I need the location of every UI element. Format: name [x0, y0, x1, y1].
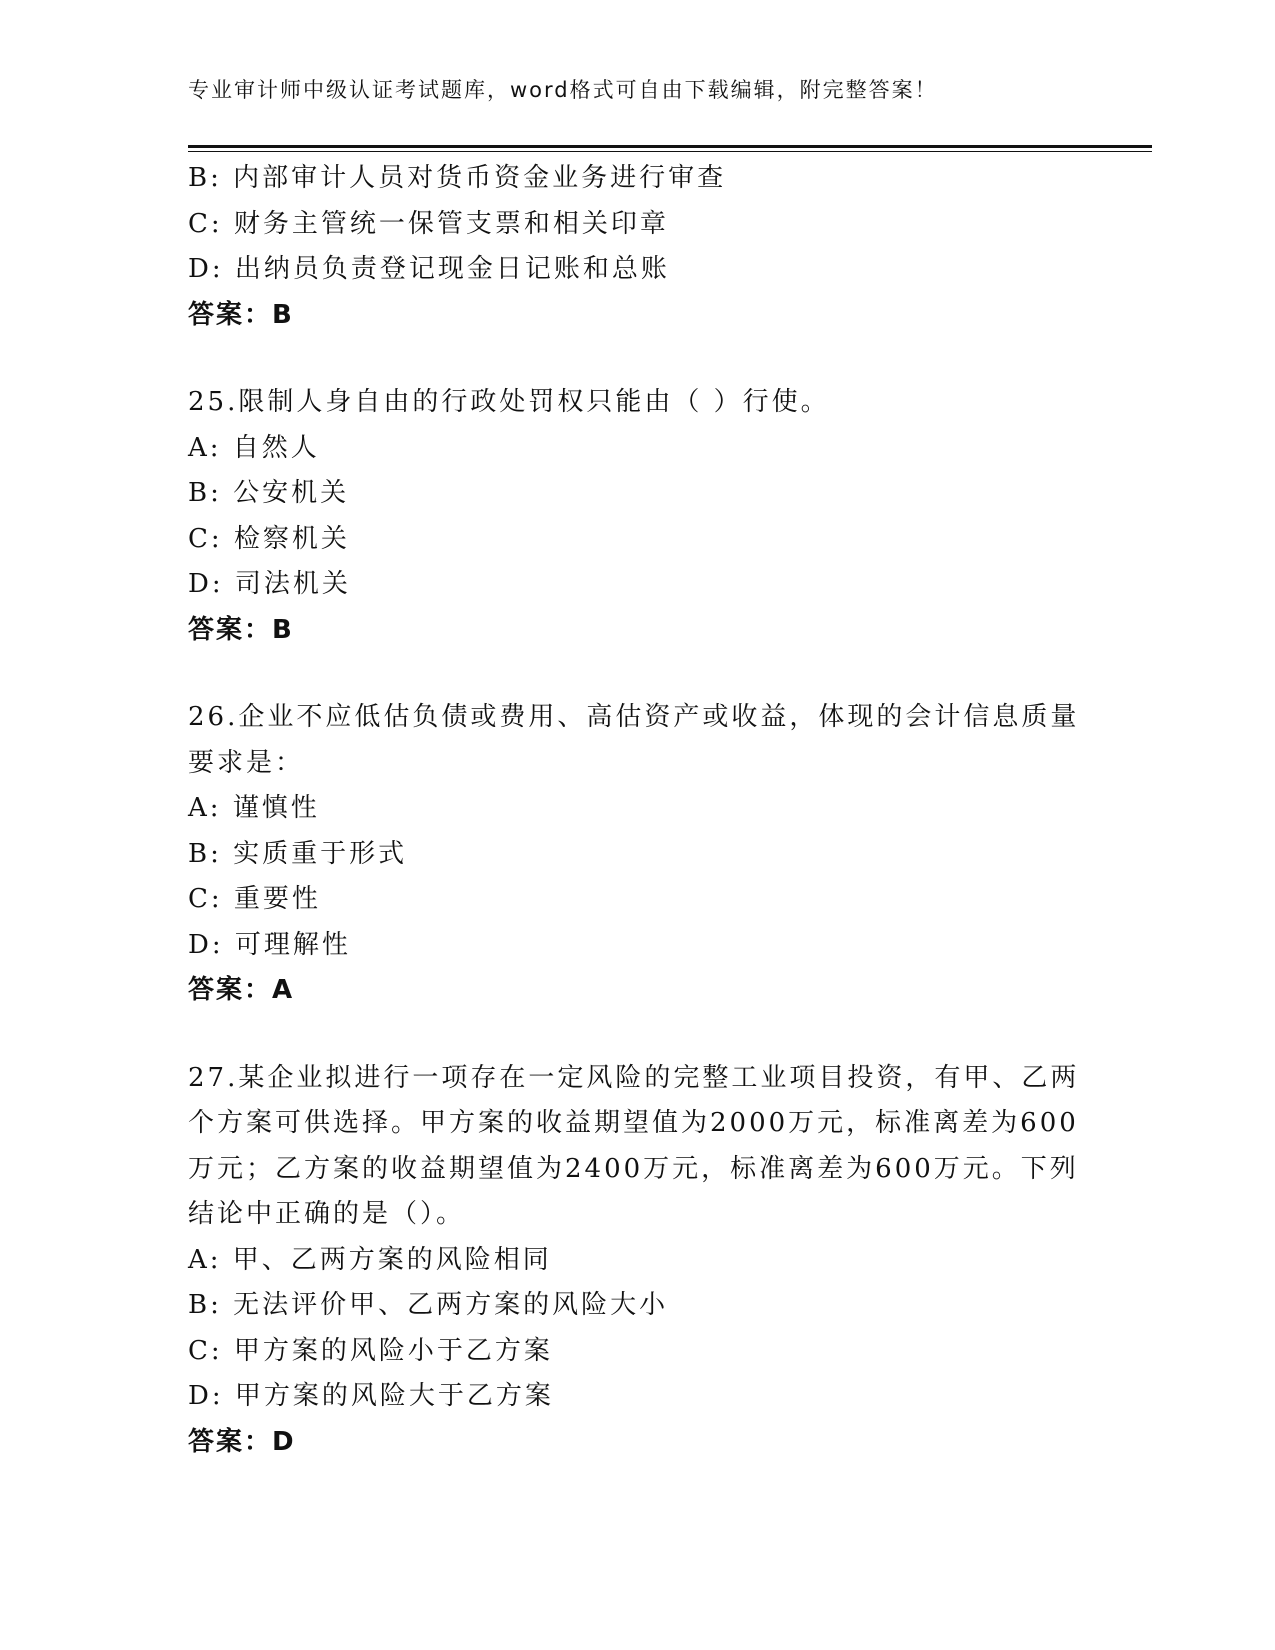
- answer-line: 答案：B: [188, 299, 294, 330]
- option-d: D: 可理解性: [188, 929, 351, 960]
- header-rule-thick: [188, 145, 1152, 148]
- option-c: C: 财务主管统一保管支票和相关印章: [188, 208, 669, 239]
- option-d: D: 司法机关: [188, 569, 351, 599]
- option-b: B: 内部审计人员对货币资金业务进行审查: [188, 163, 727, 193]
- option-a: A: 谨慎性: [188, 793, 320, 823]
- answer-line: 答案：B: [188, 614, 294, 645]
- option-b: B: 无法评价甲、乙两方案的风险大小: [188, 1290, 669, 1320]
- question-text: 27.某企业拟进行一项存在一定风险的完整工业项目投资，有甲、乙两个方案可供选择。甲方案的收益期望值为2000万元，标准离差为600万元；乙方案的收益期望值为2400万元，标准离差为600万元。下列结论中正确的是（）。: [188, 1062, 1080, 1229]
- page-header: 专业审计师中级认证考试题库，word格式可自由下载编辑，附完整答案！: [188, 78, 938, 102]
- option-d: D: 出纳员负责登记现金日记账和总账: [188, 254, 670, 284]
- answer-line: 答案：D: [188, 1426, 296, 1457]
- question-block-25: [188, 380, 1088, 653]
- option-d: D: 甲方案的风险大于乙方案: [188, 1381, 554, 1411]
- question-block-24: [188, 156, 1088, 338]
- option-a: A: 自然人: [188, 432, 320, 463]
- option-c: C: 重要性: [188, 884, 321, 914]
- option-c: C: 甲方案的风险小于乙方案: [188, 1335, 553, 1366]
- header-rule-thin: [188, 151, 1152, 152]
- question-block-27: [188, 1056, 1088, 1466]
- answer-line: 答案：A: [188, 975, 295, 1005]
- question-list: [188, 156, 1088, 1465]
- option-b: B: 实质重于形式: [188, 838, 408, 869]
- option-c: C: 检察机关: [188, 523, 350, 554]
- option-a: A: 甲、乙两方案的风险相同: [188, 1244, 552, 1275]
- question-block-26: [188, 695, 1088, 1014]
- question-text: 25.限制人身自由的行政处罚权只能由（ ）行使。: [188, 387, 830, 417]
- question-text: 26.企业不应低估负债或费用、高估资产或收益，体现的会计信息质量要求是：: [188, 702, 1080, 778]
- option-b: B: 公安机关: [188, 478, 350, 508]
